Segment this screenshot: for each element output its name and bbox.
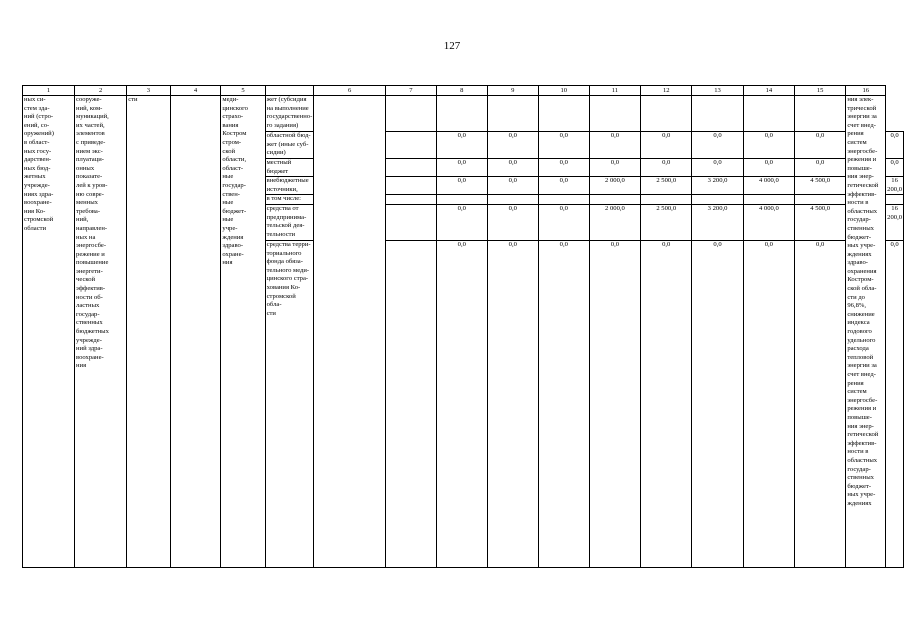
value-cell: 0,0	[436, 204, 487, 240]
value-cell: 0,0	[641, 132, 692, 159]
value-cell: 0,0	[743, 132, 794, 159]
column-header: 4	[170, 86, 221, 96]
value-cell: 0,0	[487, 132, 538, 159]
value-cell: 0,0	[692, 132, 743, 159]
value-cell: 0,0	[692, 159, 743, 177]
value-cell	[386, 96, 437, 132]
funding-source: в том числе:	[265, 195, 314, 205]
value-cell: 0,0	[538, 159, 589, 177]
empty-cell	[386, 204, 437, 240]
value-cell: 2 500,0	[641, 204, 692, 240]
cell-col3: сти	[127, 96, 170, 568]
value-cell: 0,0	[538, 240, 589, 567]
value-cell: 0,0	[589, 159, 640, 177]
value-cell: 2 000,0	[589, 177, 640, 195]
column-header: 16	[846, 86, 886, 96]
column-header: 14	[743, 86, 794, 96]
value-cell	[641, 195, 692, 205]
funding-source: областной бюд- жет (иные суб- сидии)	[265, 132, 314, 159]
value-cell	[795, 195, 846, 205]
value-cell: 4 500,0	[795, 204, 846, 240]
value-cell	[538, 96, 589, 132]
column-header: 13	[692, 86, 743, 96]
funding-source: местный бюджет	[265, 159, 314, 177]
cell-col2: сооруже- ний, ком- муникаций, их частей, элементов с приведе- нием экс- плуатаци- онных показате- лей к уров- ню совре- менных требова- ний, направлен- ных на энергосбе- режение и повышение энергети- ческой эффектив- ности об- ластных государ- ственных бюджетных учрежде- ний здра- воохране- ния	[75, 96, 127, 568]
value-cell: 0,0	[436, 240, 487, 567]
value-cell	[743, 195, 794, 205]
value-cell	[641, 96, 692, 132]
value-cell: 0,0	[487, 177, 538, 195]
value-cell: 3 200,0	[692, 204, 743, 240]
value-cell: 4 000,0	[743, 177, 794, 195]
value-cell: 0,0	[886, 132, 904, 159]
value-cell	[692, 96, 743, 132]
column-header: 11	[589, 86, 640, 96]
cell-col1: ных си- стем зда- ний (стро- ений, со- оружений) в област- ных госу- дарствен- ных бюд- жетных учрежде- ниях здра- воохране- ния Ко- стромской области	[23, 96, 75, 568]
value-cell: 0,0	[436, 159, 487, 177]
value-cell: 2 000,0	[589, 204, 640, 240]
value-cell: 0,0	[886, 240, 904, 567]
column-header: 2	[75, 86, 127, 96]
column-header: 12	[641, 86, 692, 96]
value-cell	[589, 195, 640, 205]
value-cell: 0,0	[487, 240, 538, 567]
value-cell: 0,0	[538, 204, 589, 240]
cell-col16: ния элек- трической энергии за счет внед- рения систем энергосбе- режения и повыше- ния энер- гетической эффектив- ности в областных государ- ственных бюджет- ных учре- ждениях здраво- охранения Костром- ской обла- сти до 96,8%, снижение индекса годового удельного расхода тепловой энергии за счет внед- рения систем энергосбе- режения и повыше- ния энер- гетической эффектив- ности в областных государ- ственных бюджет- ных учре- ждениях	[846, 96, 886, 568]
column-header: 1	[23, 86, 75, 96]
empty-cell	[386, 240, 437, 567]
value-cell: 0,0	[692, 240, 743, 567]
value-cell	[436, 195, 487, 205]
empty-cell	[386, 177, 437, 195]
budget-table	[22, 85, 904, 568]
value-cell: 0,0	[886, 159, 904, 177]
value-cell: 0,0	[641, 159, 692, 177]
value-cell: 0,0	[743, 159, 794, 177]
value-cell: 0,0	[795, 159, 846, 177]
funding-source: средства от предпринима- тельской дея- тельности	[265, 204, 314, 240]
value-cell: 0,0	[795, 132, 846, 159]
value-cell: 0,0	[743, 240, 794, 567]
value-cell	[795, 96, 846, 132]
column-header: 3	[127, 86, 170, 96]
column-header: 9	[487, 86, 538, 96]
column-header: 10	[538, 86, 589, 96]
page-number: 127	[443, 40, 461, 52]
column-header: 8	[436, 86, 487, 96]
value-cell: 0,0	[641, 240, 692, 567]
value-cell: 0,0	[487, 159, 538, 177]
value-cell: 0,0	[487, 204, 538, 240]
value-cell: 0,0	[589, 132, 640, 159]
value-cell: 0,0	[436, 132, 487, 159]
value-cell	[886, 195, 904, 205]
empty-column	[314, 96, 386, 568]
column-header: 6	[314, 86, 386, 96]
value-cell	[589, 96, 640, 132]
value-cell	[538, 195, 589, 205]
funding-source: жет (субсидия на выполнение государственно- го задания)	[265, 96, 314, 132]
table-row	[23, 96, 904, 132]
value-cell: 16 200,0	[886, 177, 904, 195]
value-cell: 4 000,0	[743, 204, 794, 240]
value-cell	[743, 96, 794, 132]
funding-source: средства терри- ториального фонда обяза- тельного меди- цинского стра- хования Ко- стромской обла- сти	[265, 240, 314, 567]
cell-col5: меди- цинского страхо- вания Костром стром- ской области, област- ные государ- ствен- ные бюджет- ные учре- ждения здраво- охране- ния	[221, 96, 265, 568]
cell-col4	[170, 96, 221, 568]
value-cell	[436, 96, 487, 132]
empty-cell	[386, 195, 437, 205]
column-header	[265, 86, 314, 96]
value-cell: 0,0	[795, 240, 846, 567]
value-cell: 0,0	[589, 240, 640, 567]
column-header: 7	[386, 86, 437, 96]
value-cell: 0,0	[436, 177, 487, 195]
value-cell: 16 200,0	[886, 204, 904, 240]
value-cell	[487, 195, 538, 205]
value-cell: 4 500,0	[795, 177, 846, 195]
column-header: 5	[221, 86, 265, 96]
empty-cell	[386, 159, 437, 177]
value-cell: 3 200,0	[692, 177, 743, 195]
value-cell: 0,0	[538, 132, 589, 159]
value-cell	[692, 195, 743, 205]
header-row	[23, 86, 904, 96]
empty-cell	[386, 132, 437, 159]
column-header: 15	[795, 86, 846, 96]
value-cell: 2 500,0	[641, 177, 692, 195]
value-cell: 0,0	[538, 177, 589, 195]
value-cell	[487, 96, 538, 132]
funding-source: внебюджетные источники,	[265, 177, 314, 195]
